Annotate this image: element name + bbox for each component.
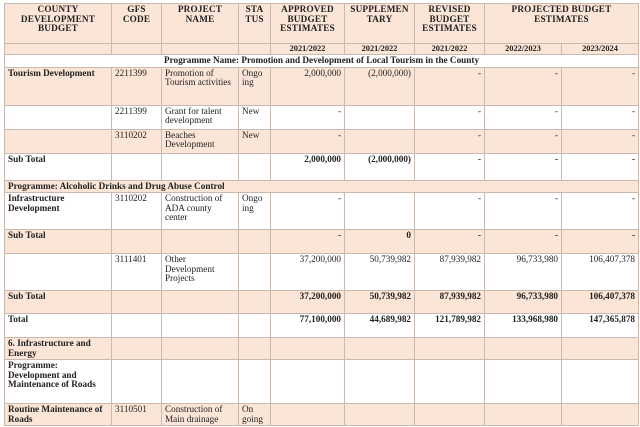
programme-tourism: Programme Name: Promotion and Development of Local Tourism in the County: [5, 55, 639, 68]
approved-cell: 77,100,000: [271, 314, 345, 338]
projected-1-cell: -: [485, 193, 562, 230]
project-cell: [162, 360, 239, 404]
approved-cell: -: [271, 193, 345, 230]
projected-1-cell: 133,968,980: [485, 314, 562, 338]
projected-1-cell: -: [485, 67, 562, 105]
section-label: 6. Infrastructure and Energy: [5, 338, 112, 360]
approved-cell: [271, 338, 345, 360]
gfs-cell: 3110202: [112, 129, 162, 153]
status-cell: New: [239, 129, 271, 153]
total-row: [5, 314, 639, 338]
revised-cell: -: [415, 153, 485, 180]
project-cell: [162, 230, 239, 254]
category-cell: [5, 254, 112, 291]
revised-cell: 121,789,982: [415, 314, 485, 338]
approved-cell: 37,200,000: [271, 291, 345, 314]
gfs-cell: 3111401: [112, 254, 162, 291]
gfs-cell: [112, 314, 162, 338]
supplementary-cell: 50,739,982: [345, 291, 415, 314]
approved-cell: -: [271, 230, 345, 254]
supplementary-cell: (2,000,000): [345, 153, 415, 180]
header-county-budget: COUNTY DEVELOPMENT BUDGET: [5, 4, 112, 44]
gfs-cell: 2211399: [112, 67, 162, 105]
subtotal-row: [5, 230, 639, 254]
approved-cell: -: [271, 105, 345, 129]
approved-cell: 2,000,000: [271, 67, 345, 105]
status-cell: On going: [239, 404, 271, 426]
gfs-cell: [112, 230, 162, 254]
budget-table: [4, 3, 639, 426]
project-cell: Construction of ADA county center: [162, 193, 239, 230]
projected-2-cell: -: [562, 230, 639, 254]
subtotal-label: Sub Total: [5, 153, 112, 180]
gfs-cell: 3110501: [112, 404, 162, 426]
gfs-cell: [112, 153, 162, 180]
revised-cell: -: [415, 193, 485, 230]
table-row: [5, 105, 639, 129]
status-cell: New: [239, 105, 271, 129]
total-label: Total: [5, 314, 112, 338]
gfs-cell: 3110202: [112, 193, 162, 230]
subtotal-row: [5, 291, 639, 314]
section-row: [5, 338, 639, 360]
projected-1-cell: -: [485, 230, 562, 254]
category-cell: Routine Maintenance of Roads: [5, 404, 112, 426]
category-cell: Tourism Development: [5, 67, 112, 105]
category-cell: [5, 129, 112, 153]
approved-cell: 2,000,000: [271, 153, 345, 180]
status-cell: Ongo ing: [239, 67, 271, 105]
projected-2-cell: [562, 360, 639, 404]
projected-2-cell: [562, 338, 639, 360]
project-cell: [162, 153, 239, 180]
header-gfs-code: GFS CODE: [112, 4, 162, 44]
table-row: [5, 193, 639, 230]
approved-cell: [271, 404, 345, 426]
year-projected-1: 2022/2023: [485, 44, 562, 55]
projected-2-cell: [562, 404, 639, 426]
year-approved: 2021/2022: [271, 44, 345, 55]
project-cell: [162, 314, 239, 338]
category-cell: [5, 105, 112, 129]
programme-row: [5, 180, 639, 193]
year-cell-empty: [5, 44, 112, 55]
approved-cell: [271, 360, 345, 404]
table-row: [5, 67, 639, 105]
supplementary-cell: [345, 404, 415, 426]
project-cell: Grant for talent development: [162, 105, 239, 129]
year-revised: 2021/2022: [415, 44, 485, 55]
projected-1-cell: -: [485, 129, 562, 153]
status-cell: [239, 254, 271, 291]
supplementary-cell: [345, 360, 415, 404]
table-row: [5, 129, 639, 153]
category-cell: Infrastructure Development: [5, 193, 112, 230]
project-cell: [162, 291, 239, 314]
table-row: [5, 404, 639, 426]
approved-cell: 37,200,000: [271, 254, 345, 291]
revised-cell: -: [415, 105, 485, 129]
year-supplementary: 2021/2022: [345, 44, 415, 55]
status-cell: Ongo ing: [239, 193, 271, 230]
approved-cell: -: [271, 129, 345, 153]
supplementary-cell: 50,739,982: [345, 254, 415, 291]
projected-2-cell: -: [562, 129, 639, 153]
year-cell-empty: [112, 44, 162, 55]
header-project-name: PROJECT NAME: [162, 4, 239, 44]
projected-2-cell: 106,407,378: [562, 254, 639, 291]
year-row: [5, 44, 639, 55]
gfs-cell: [112, 291, 162, 314]
projected-2-cell: 147,365,878: [562, 314, 639, 338]
projected-2-cell: -: [562, 67, 639, 105]
year-cell-empty: [162, 44, 239, 55]
supplementary-cell: 0: [345, 230, 415, 254]
gfs-cell: 2211399: [112, 105, 162, 129]
projected-1-cell: 96,733,980: [485, 291, 562, 314]
project-cell: [162, 338, 239, 360]
revised-cell: [415, 338, 485, 360]
header-row: [5, 4, 639, 44]
projected-1-cell: [485, 404, 562, 426]
status-cell: [239, 230, 271, 254]
project-cell: Beaches Development: [162, 129, 239, 153]
revised-cell: [415, 360, 485, 404]
revised-cell: -: [415, 230, 485, 254]
projected-1-cell: -: [485, 153, 562, 180]
programme-row: [5, 55, 639, 68]
programme-alcohol: Programme: Alcoholic Drinks and Drug Abuse Control: [5, 180, 639, 193]
projected-1-cell: 96,733,980: [485, 254, 562, 291]
projected-2-cell: -: [562, 153, 639, 180]
header-status: STA TUS: [239, 4, 271, 44]
supplementary-cell: [345, 193, 415, 230]
year-projected-2: 2023/2024: [562, 44, 639, 55]
section-row: [5, 360, 639, 404]
project-cell: Construction of Main drainage: [162, 404, 239, 426]
projected-2-cell: -: [562, 193, 639, 230]
subtotal-row: [5, 153, 639, 180]
revised-cell: -: [415, 129, 485, 153]
supplementary-cell: [345, 105, 415, 129]
gfs-cell: [112, 338, 162, 360]
supplementary-cell: (2,000,000): [345, 67, 415, 105]
header-supplementary: SUPPLEMEN TARY: [345, 4, 415, 44]
status-cell: [239, 338, 271, 360]
status-cell: [239, 153, 271, 180]
header-projected: PROJECTED BUDGET ESTIMATES: [485, 4, 639, 44]
project-cell: Other Development Projects: [162, 254, 239, 291]
subtotal-label: Sub Total: [5, 291, 112, 314]
supplementary-cell: [345, 129, 415, 153]
projected-2-cell: -: [562, 105, 639, 129]
header-revised: REVISED BUDGET ESTIMATES: [415, 4, 485, 44]
subtotal-label: Sub Total: [5, 230, 112, 254]
status-cell: [239, 360, 271, 404]
revised-cell: 87,939,982: [415, 254, 485, 291]
revised-cell: 87,939,982: [415, 291, 485, 314]
projected-2-cell: 106,407,378: [562, 291, 639, 314]
year-cell-empty: [239, 44, 271, 55]
status-cell: [239, 314, 271, 338]
revised-cell: [415, 404, 485, 426]
status-cell: [239, 291, 271, 314]
projected-1-cell: [485, 360, 562, 404]
project-cell: Promotion of Tourism activities: [162, 67, 239, 105]
table-row: [5, 254, 639, 291]
revised-cell: -: [415, 67, 485, 105]
supplementary-cell: 44,689,982: [345, 314, 415, 338]
section-label: Programme: Development and Maintenance of Roads: [5, 360, 112, 404]
gfs-cell: [112, 360, 162, 404]
projected-1-cell: -: [485, 105, 562, 129]
projected-1-cell: [485, 338, 562, 360]
header-approved: APPROVED BUDGET ESTIMATES: [271, 4, 345, 44]
supplementary-cell: [345, 338, 415, 360]
